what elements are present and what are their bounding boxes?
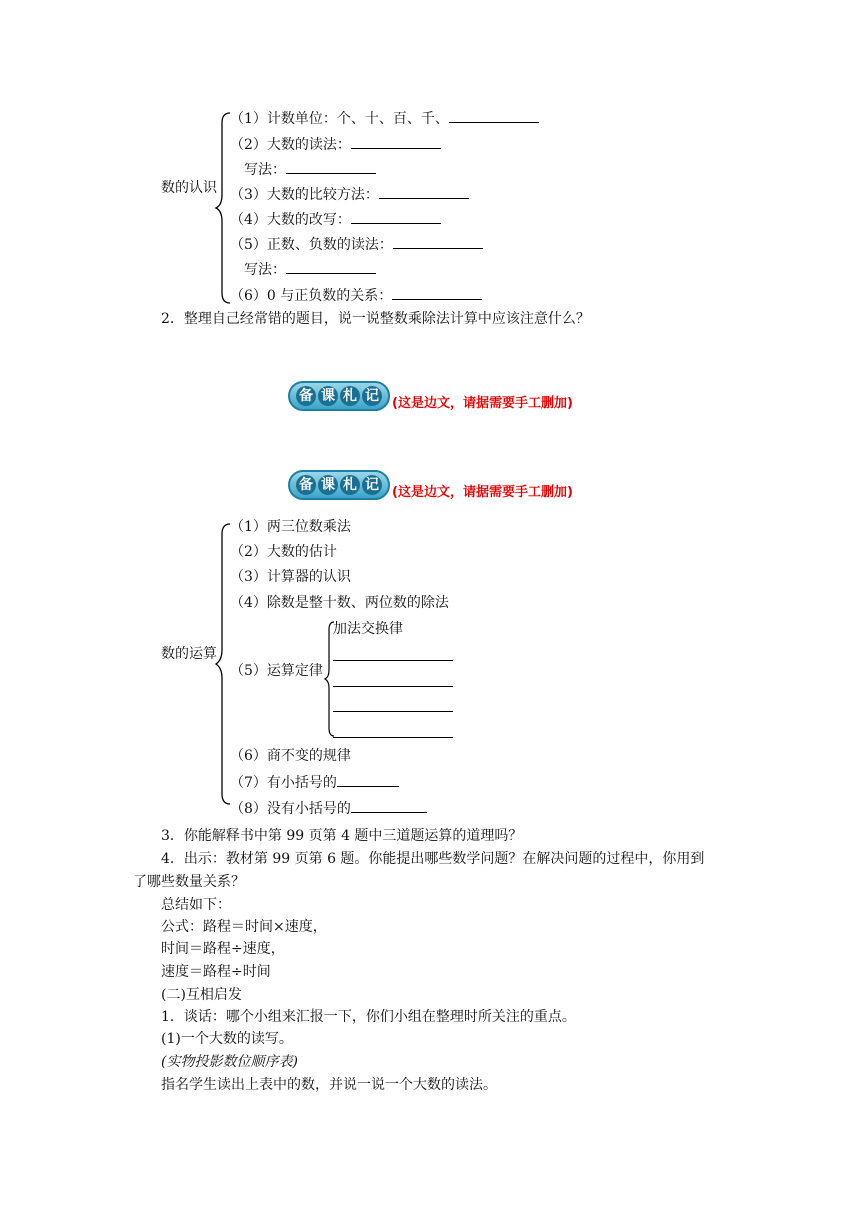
section2-item-4: （4）除数是整十数、两位数的除法	[230, 595, 449, 611]
lesson-notes-logo: 备 课 札 记	[288, 470, 390, 500]
margin-note: (这是边文，请据需要手工删加)	[392, 485, 573, 500]
section1-item-2b: 写法：	[244, 159, 376, 179]
question-4-cont: 了哪些数量关系？	[133, 874, 245, 890]
summary-heading: 总结如下：	[161, 897, 231, 913]
addition-commutative-law: 加法交换律	[333, 621, 403, 637]
section1-label: 数的认识	[161, 180, 217, 196]
section2-item-7: （7）有小括号的	[230, 772, 399, 792]
question-2: 2．整理自己经常错的题目，说一说整数乘除法计算中应该注意什么？	[161, 311, 590, 327]
lesson-notes-badge-1	[288, 380, 573, 411]
big-number-reading: (1)一个大数的读写。	[161, 1031, 293, 1047]
margin-note: (这是边文，请据需要手工删加)	[392, 396, 573, 411]
section2-item-3: （3）计算器的认识	[230, 569, 351, 585]
blank-line	[333, 737, 453, 738]
lesson-notes-badge-2	[288, 469, 573, 500]
section2-item-2: （2）大数的估计	[230, 544, 337, 560]
instruction: 指名学生读出上表中的数，并说一说一个大数的读法。	[161, 1077, 497, 1093]
formula-3: 速度＝路程÷时间	[161, 964, 271, 980]
section2-label: 数的运算	[161, 646, 217, 662]
formula-2: 时间＝路程÷速度，	[161, 941, 285, 957]
blank-line	[333, 660, 453, 661]
lesson-notes-logo: 备 课 札 记	[288, 381, 390, 411]
section1-item-4: （4）大数的改写：	[230, 209, 441, 229]
section-heading-2: (二)互相启发	[161, 987, 242, 1003]
section2-item-8: （8）没有小括号的	[230, 798, 427, 818]
section2-item-1: （1）两三位数乘法	[230, 519, 351, 535]
section1-item-5b: 写法：	[244, 259, 376, 279]
discussion-1: 1．谈话：哪个小组来汇报一下，你们小组在整理时所关注的重点。	[161, 1009, 576, 1025]
section1-item-6: （6）0 与正负数的关系：	[230, 285, 482, 305]
blank-line	[333, 686, 453, 687]
blank-line	[333, 711, 453, 712]
question-3: 3．你能解释书中第 99 页第 4 题中三道题运算的道理吗？	[161, 828, 523, 844]
formula-1: 公式：路程＝时间×速度，	[161, 919, 327, 935]
question-4: 4．出示：教材第 99 页第 6 题。你能提出哪些数学问题？在解决问题的过程中，你用到	[161, 851, 705, 867]
section2-item-5: （5）运算定律	[230, 663, 323, 679]
projection-note: (实物投影数位顺序表)	[161, 1054, 298, 1070]
section1-item-1: （1）计数单位：个、十、百、千、	[230, 108, 539, 128]
section1-item-3: （3）大数的比较方法：	[230, 184, 469, 204]
section1-item-5: （5）正数、负数的读法：	[230, 234, 483, 254]
section2-item-6: （6）商不变的规律	[230, 748, 351, 764]
section1-item-2: （2）大数的读法：	[230, 134, 441, 154]
